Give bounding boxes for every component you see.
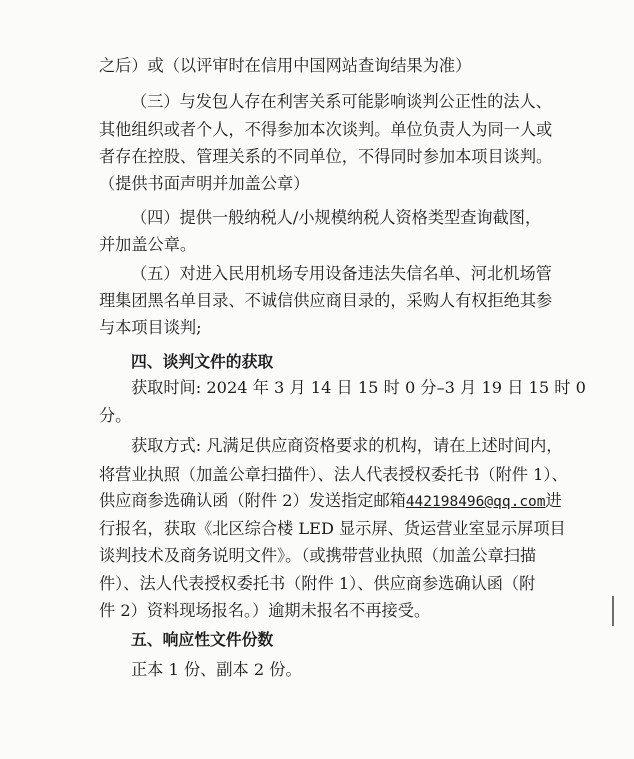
text-line: （五）对进入民用机场专用设备违法失信名单、河北机场管 — [131, 264, 552, 283]
text-line — [99, 491, 562, 511]
section-heading: 五、响应性文件份数 — [131, 630, 274, 649]
text-line: 分。 — [99, 406, 132, 425]
text-line: 获取时间: 2024 年 3 月 14 日 15 时 0 分–3 月 19 日 15 时 0 — [131, 378, 586, 397]
text-line: 获取方式: 凡满足供应商资格要求的机构，请在上述时间内， — [131, 436, 563, 455]
text-line: 并加盖公章。 — [99, 235, 197, 254]
section-heading: 四、谈判文件的获取 — [131, 352, 274, 371]
text-line: 正本 1 份、副本 2 份。 — [131, 660, 302, 679]
text-line: 件）、法人代表授权委托书（附件 1）、供应商参选确认函（附 — [99, 574, 536, 593]
text-line: 行报名，获取《北区综合楼 LED 显示屏、货运营业室显示屏项目 — [99, 519, 566, 538]
text-line: 谈判技术及商务说明文件》。（或携带营业执照（加盖公章扫描 — [99, 546, 537, 565]
text-segment: 进 — [545, 491, 562, 510]
email-link[interactable]: 442198496@qq.com — [405, 494, 546, 510]
text-line: 将营业执照（加盖公章扫描件）、法人代表授权委托书（附件 1）、 — [99, 465, 568, 484]
text-line: 件 2）资料现场报名。）逾期未报名不再接受。 — [99, 601, 431, 620]
text-line: （三）与发包人存在利害关系可能影响谈判公正性的法人、 — [131, 92, 552, 111]
scan-mark — [612, 596, 614, 626]
text-line: 者存在控股、管理关系的不同单位，不得同时参加本项目谈判。 — [99, 147, 553, 166]
text-line: 理集团黑名单目录、不诚信供应商目录的，采购人有权拒绝其参 — [99, 291, 553, 310]
text-segment: 供应商参选确认函（附件 2）发送指定邮箱 — [99, 491, 406, 510]
text-line: 其他组织或者个人，不得参加本次谈判。单位负责人为同一人或 — [99, 120, 553, 139]
text-line: 与本项目谈判; — [99, 318, 202, 337]
text-line: （提供书面声明并加盖公章） — [99, 174, 310, 193]
text-line: 之后）或（以评审时在信用中国网站查询结果为准） — [99, 56, 472, 75]
text-line: （四）提供一般纳税人/小规模纳税人资格类型查询截图， — [131, 208, 542, 227]
